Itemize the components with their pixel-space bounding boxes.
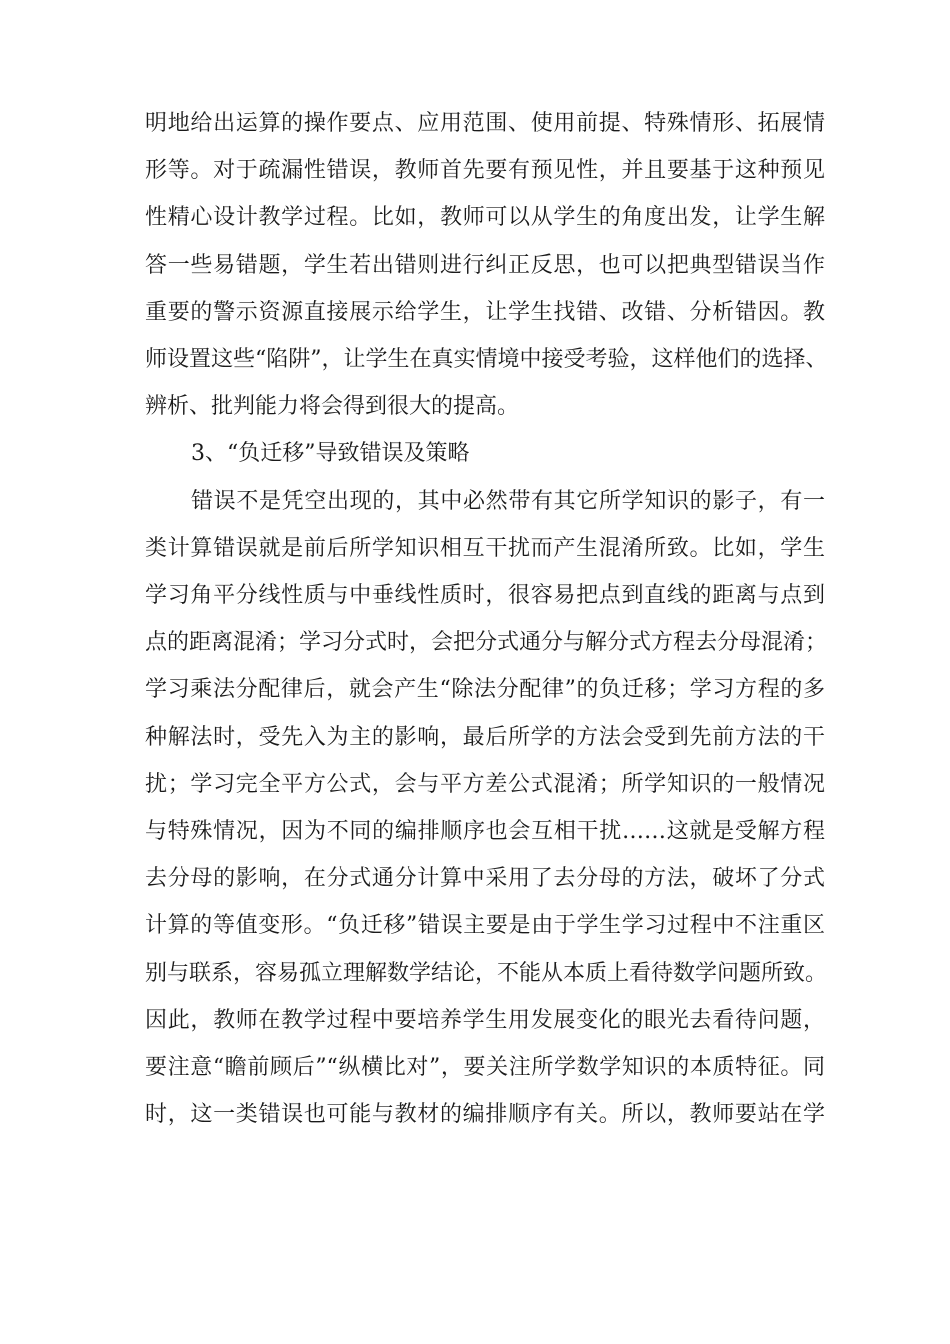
text-line: 错误不是凭空出现的，其中必然带有其它所学知识的影子，有一 — [191, 488, 825, 514]
text-line: 与特殊情况，因为不同的编排顺序也会互相干扰……这就是受解方程 — [145, 819, 825, 845]
text-line: 答一些易错题，学生若出错则进行纠正反思，也可以把典型错误当作 — [145, 252, 825, 278]
heading-text: 3、“负迁移”导致错误及策略 — [191, 441, 470, 467]
text-line: 种解法时，受先入为主的影响，最后所学的方法会受到先前方法的干 — [145, 724, 825, 750]
paragraph-continuation — [145, 100, 828, 430]
text-line: 学习角平分线性质与中垂线性质时，很容易把点到直线的距离与点到 — [145, 583, 825, 609]
text-line: 学习乘法分配律后，就会产生“除法分配律”的负迁移；学习方程的多 — [145, 677, 825, 703]
paragraph-body — [145, 478, 828, 1139]
text-line: 别与联系，容易孤立理解数学结论，不能从本质上看待数学问题所致。 — [145, 960, 828, 986]
text-line: 要注意“瞻前顾后”“纵横比对”，要关注所学数学知识的本质特征。同 — [145, 1055, 825, 1081]
text-line: 因此，教师在教学过程中要培养学生用发展变化的眼光去看待问题， — [145, 1007, 825, 1033]
text-line: 重要的警示资源直接展示给学生，让学生找错、改错、分析错因。教 — [145, 299, 825, 325]
text-line: 辨析、批判能力将会得到很大的提高。 — [145, 394, 520, 420]
text-line: 类计算错误就是前后所学知识相互干扰而产生混淆所致。比如，学生 — [145, 535, 825, 561]
text-line: 扰；学习完全平方公式，会与平方差公式混淆；所学知识的一般情况 — [145, 771, 825, 797]
text-line: 形等。对于疏漏性错误，教师首先要有预见性，并且要基于这种预见 — [145, 158, 825, 184]
text-line: 性精心设计教学过程。比如，教师可以从学生的角度出发，让学生解 — [145, 205, 825, 231]
section-heading — [145, 430, 825, 477]
text-line: 师设置这些“陷阱”，让学生在真实情境中接受考验，这样他们的选择、 — [145, 347, 828, 373]
text-line: 去分母的影响，在分式通分计算中采用了去分母的方法，破坏了分式 — [145, 866, 825, 892]
text-line: 点的距离混淆；学习分式时，会把分式通分与解分式方程去分母混淆； — [145, 630, 828, 656]
text-line: 时，这一类错误也可能与教材的编排顺序有关。所以，教师要站在学 — [145, 1102, 825, 1128]
text-line: 计算的等值变形。“负迁移”错误主要是由于学生学习过程中不注重区 — [145, 913, 825, 939]
text-line: 明地给出运算的操作要点、应用范围、使用前提、特殊情形、拓展情 — [145, 111, 825, 136]
document-body — [145, 100, 828, 1138]
